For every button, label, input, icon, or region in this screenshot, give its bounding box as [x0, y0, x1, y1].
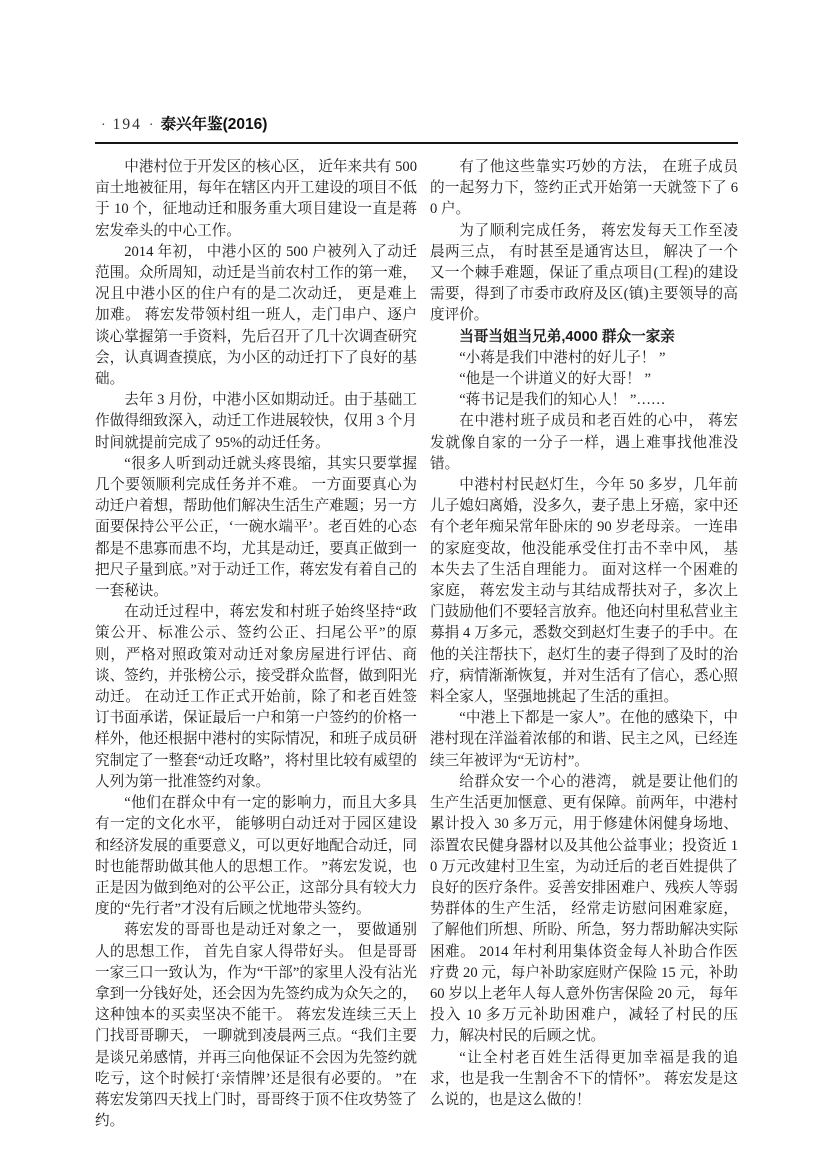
- paragraph: 中港村村民赵灯生，今年 50 多岁，几年前儿子媳妇离婚，没多久，妻子患上牙癌，家中还有个老年痴呆常年卧床的 90 岁老母亲。 一连串的家庭变故，他没能承受住打击不幸中风， 基本失去了生活自理能力。 面对这样一个困难的家庭， 蒋宏发主动与其结成帮扶对子，多次上门鼓励他们不要轻言放弃。他还向村里私营业主募捐 4 万多元，悉数交到赵灯生妻子的手中。在他的关注帮扶下，赵灯生的妻子得到了及时的治疗，病情渐渐恢复，并对生活有了信心，悉心照料全家人，坚强地挑起了生活的重担。: [430, 477, 738, 706]
- yearbook-page: [95, 112, 738, 1132]
- paragraph: 2014 年初， 中港小区的 500 户被列入了动迁范围。众所周知，动迁是当前农村工作的第一难，况且中港小区的住户有的是二次动迁， 更是难上加难。 蒋宏发带领村组一班人，走门串户、逐户谈心掌握第一手资料，先后召开了几十次调查研究会，认真调查摸底，为小区的动迁打下了良好的基础。: [95, 243, 417, 388]
- right-column: [430, 157, 738, 1132]
- quote-line: “小蒋是我们中港村的好儿子！ ”: [459, 349, 666, 366]
- book-title: 泰兴年鉴(2016): [160, 116, 268, 133]
- quote-line: “蒋书记是我们的知心人！ ”……: [459, 392, 666, 409]
- section-heading: 当哥当姐当兄弟,4000 群众一家亲: [459, 328, 675, 345]
- paragraph: “让全村老百姓生活得更加幸福是我的追求，也是我一生割舍不下的情怀”。 蒋宏发是这么说的，也是这么做的！: [430, 1049, 738, 1108]
- paragraph: 去年 3 月份，中港小区如期动迁。由于基础工作做得细致深入，动迁工作进展较快，仅用 3 个月时间就提前完成了 95%的动迁任务。: [95, 392, 417, 451]
- paragraph: 在动迁过程中，蒋宏发和村班子始终坚持“政策公开、标准公示、签约公正、扫尾公平”的原则，严格对照政策对动迁对象房屋进行评估、商谈、签约，并张榜公示，接受群众监督，做到阳光动迁。 在动迁工作正式开始前，除了和老百姓签订书面承诺，保证最后一户和第一户签约的价格一样外，他还根据中港村的实际情况，和班子成员研究制定了一整套“动迁攻略”，将村里比较有威望的人列为第一批准签约对象。: [95, 604, 417, 790]
- paragraph: 有了他这些靠实巧妙的方法， 在班子成员的一起努力下，签约正式开始第一天就签下了 60 户。: [430, 159, 738, 218]
- paragraph: 中港村位于开发区的核心区， 近年来共有 500 亩土地被征用，每年在辖区内开工建设的项目不低于 10 个，征地动迁和服务重大项目建设一直是蒋宏发牵头的中心工作。: [95, 159, 417, 239]
- header-rule: [95, 142, 738, 144]
- paragraph: 给群众安一个心的港湾， 就是要让他们的生产生活更加惬意、更有保障。前两年，中港村累计投入 30 多万元，用于修建休闲健身场地、添置农民健身器材以及其他公益事业；投资近 10 万元改建村卫生室，为动迁后的老百姓提供了良好的医疗条件。妥善安排困难户、残疾人等弱势群体的生产生活， 经常走访慰问困难家庭，了解他们所想、所盼、所急，努力帮助解决实际困难。 2014 年村利用集体资金每人补助合作医疗费 20 元，每户补助家庭财产保险 15 元，补助 60 岁以上老年人每人意外伤害保险 20 元， 每年投入 10 多万元补助困难户，减轻了村民的压力，解决村民的后顾之忧。: [430, 773, 738, 1045]
- paragraph: 为了顺利完成任务， 蒋宏发每天工作至凌晨两三点， 有时甚至是通宵达旦， 解决了一个又一个棘手难题，保证了重点项目(工程)的建设需要，得到了市委市政府及区(镇)主要领导的高度评价。: [430, 222, 738, 324]
- quote-line: “他是一个讲道义的好大哥！ ”: [459, 371, 651, 388]
- header-dot: ·: [148, 118, 154, 133]
- paragraph: 蒋宏发的哥哥也是动迁对象之一， 要做通别人的思想工作， 首先自家人得带好头。 但是哥哥一家三口一致认为，作为“干部”的家里人没有沾光拿到一分钱好处，还会因为先签约成为众矢之的，这种蚀本的买卖坚决不能干。 蒋宏发连续三天上门找哥哥聊天， 一聊就到凌晨两三点。“我们主要是谈兄弟感情，并再三向他保证不会因为先签约就吃亏，这个时候打‘亲情牌’还是很有必要的。 ”在蒋宏发第四天找上门时，哥哥终于顶不住攻势签了约。: [95, 922, 417, 1130]
- page-header: [95, 112, 738, 134]
- paragraph: “他们在群众中有一定的影响力，而且大多具有一定的文化水平， 能够明白动迁对于园区建设和经济发展的重要意义，可以更好地配合动迁，同时也能帮助做其他人的思想工作。 ”蒋宏发说，也正是因为做到绝对的公平公正，这部分具有较大力度的“先行者”才没有后顾之忧地带头签约。: [95, 795, 417, 918]
- two-column-layout: [95, 157, 738, 1132]
- paragraph: “很多人听到动迁就头疼畏缩，其实只要掌握几个要领顺利完成任务并不难。 一方面要真心为动迁户着想，帮助他们解决生活生产难题；另一方面要保持公平公正，‘一碗水端平’。老百姓的心态都是不患寡而患不均，尤其是动迁，要真正做到一把尺子量到底。”对于动迁工作，蒋宏发有着自己的一套秘诀。: [95, 455, 417, 600]
- paragraph: 在中港村班子成员和老百姓的心中， 蒋宏发就像自家的一分子一样，遇上难事找他准没错。: [430, 413, 738, 472]
- paragraph: “中港上下都是一家人”。在他的感染下，中港村现在洋溢着浓郁的和谐、民主之风，已经连续三年被评为“无访村”。: [430, 710, 738, 769]
- left-column: [95, 157, 417, 1132]
- header-dot: ·: [101, 118, 106, 133]
- page-number: 194: [112, 116, 142, 133]
